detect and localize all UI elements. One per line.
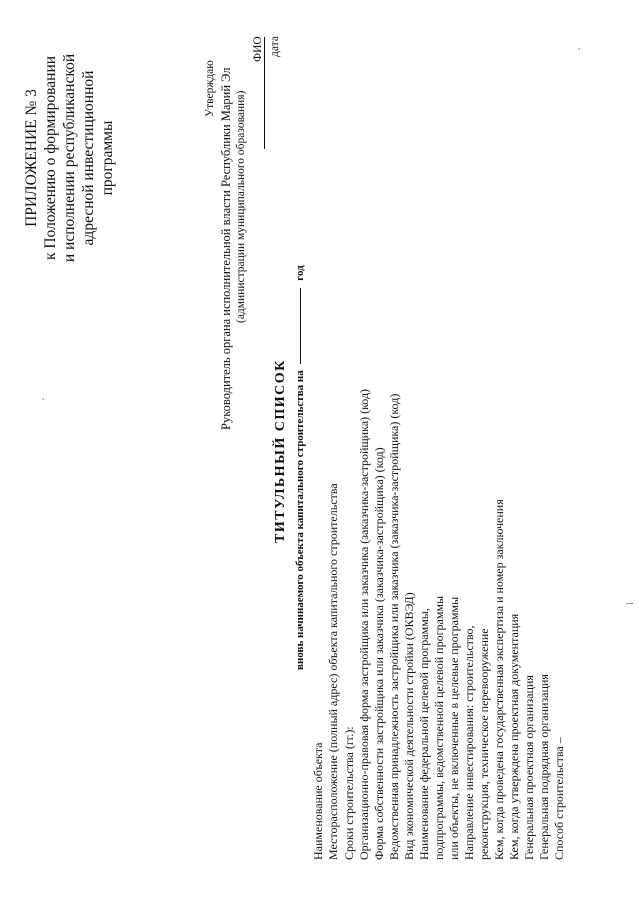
- list-item: Направление инвестирования: строительство,: [462, 625, 476, 860]
- list-item: Ведомственная принадлежность застройщика или заказчика (заказчика-застройщика) (код): [387, 393, 401, 860]
- list-item: Наименование федеральной целевой программы,: [417, 608, 431, 860]
- list-item: Организационно-правовая форма застройщика или заказчика (заказчика-застройщика) (код): [357, 388, 371, 860]
- appendix-line: и исполнении республиканской: [61, 53, 78, 263]
- document-subtitle: [295, 265, 306, 670]
- list-item: Форма собственности застройщика или заказчика (заказчика-застройщика) (код): [372, 447, 386, 860]
- list-item: Способ строительства –: [552, 737, 566, 860]
- appendix-line: программы: [99, 120, 116, 196]
- list-item: Месторасположение (полный адрес) объекта капитального строительства: [326, 483, 340, 860]
- appendix-header: [22, 48, 117, 268]
- list-item: Кем, когда проведена государственная экспертиза и номер заключения: [492, 499, 506, 860]
- authority-line-2: (администрации муниципального образования): [235, 90, 247, 323]
- authority-line-1: Руководитель органа исполнительной власти Республики Марий Эл: [219, 67, 233, 430]
- subtitle-text: вновь начинаемого объекта капитального строительства на: [294, 370, 306, 670]
- list-item: подпрограммы, ведомственной целевой программы: [432, 595, 446, 860]
- list-item: Кем, когда утверждена проектная документация: [507, 613, 521, 860]
- subtitle-year: год: [294, 265, 306, 281]
- list-item: реконструкция, техническое перевооружение: [477, 628, 491, 860]
- list-item: Генеральная подрядная организация: [537, 674, 551, 860]
- appendix-line: к Положению о формировании: [42, 55, 59, 261]
- list-item: Сроки строительства (гг.):: [342, 726, 356, 860]
- document-title: ТИТУЛЬНЫЙ СПИСОК: [273, 359, 288, 543]
- date-label: дата: [269, 36, 281, 57]
- list-item: Вид экономической деятельности стройки (ОКВЭД): [402, 592, 416, 860]
- fio-label: ФИО: [252, 36, 264, 62]
- list-item: Генеральная проектная организация: [522, 675, 536, 860]
- appendix-line: адресной инвестиционной: [80, 70, 97, 246]
- year-blank-line: [300, 288, 301, 364]
- scan-mark: I: [625, 602, 635, 605]
- scan-speck: [42, 398, 44, 400]
- appendix-title: ПРИЛОЖЕНИЕ № 3: [23, 89, 40, 227]
- approve-word: Утверждаю: [204, 60, 216, 117]
- list-item: или объекты, не включенные в целевые программы: [447, 596, 461, 860]
- scan-speck: [578, 48, 580, 50]
- list-item: Наименование объекта: [311, 742, 325, 860]
